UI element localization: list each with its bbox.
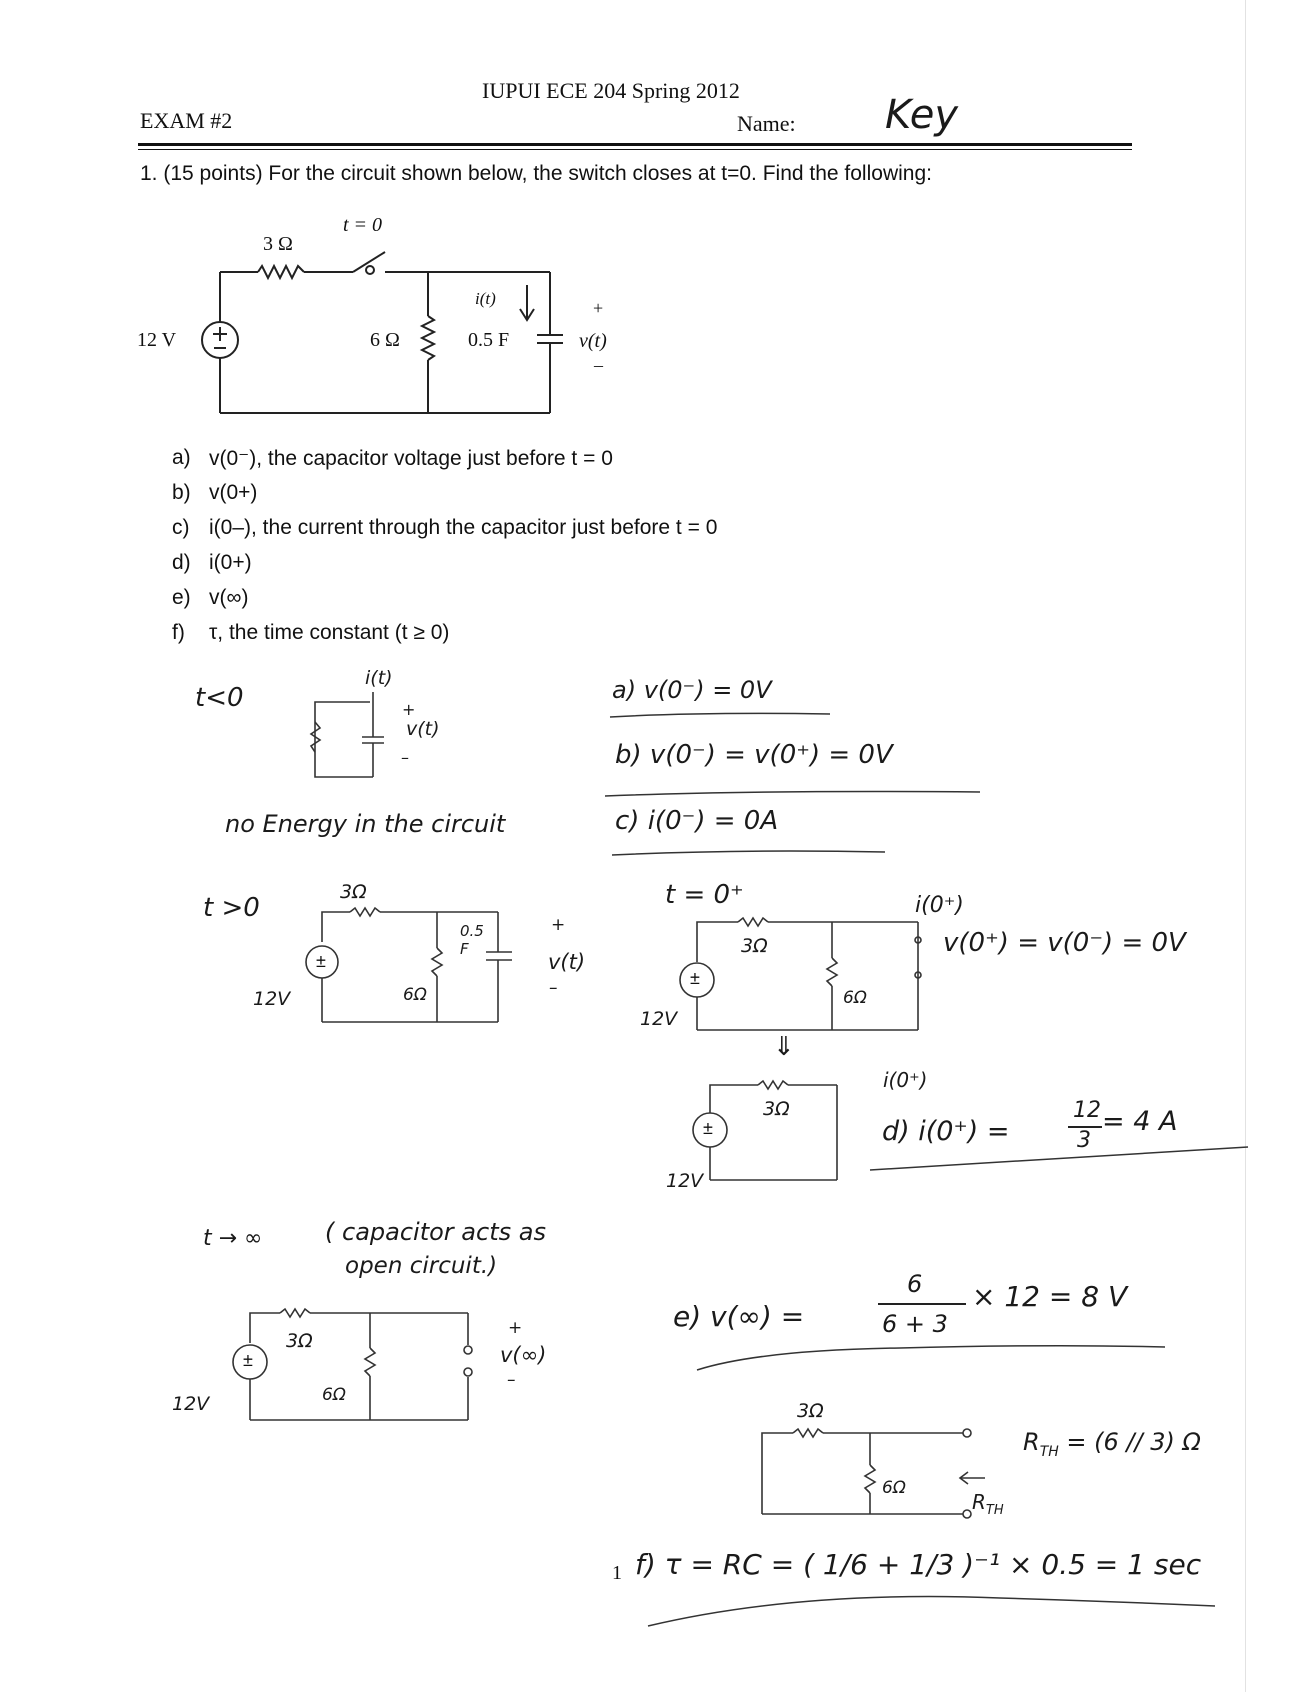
inf-src-sign: ±	[243, 1350, 253, 1370]
current-label: i(t)	[475, 289, 496, 308]
inf-r2: 6Ω	[322, 1385, 346, 1405]
t-pos-cap: 0.5 F	[460, 922, 484, 958]
cap-voltage-label: v(t)	[579, 330, 607, 352]
r2-label: 6 Ω	[370, 329, 400, 351]
t-zero-title: t = 0⁺	[665, 880, 744, 910]
t-pos-plus: +	[551, 915, 566, 935]
d-source: 12V	[666, 1170, 704, 1192]
cap-plus: +	[593, 298, 604, 318]
question-text: 1. (15 points) For the circuit shown below, the switch closes at t=0. Find the following:	[140, 162, 932, 185]
rth-equation	[1023, 1428, 1201, 1460]
exam-label: EXAM #2	[140, 108, 233, 133]
answer-b: b) v(0⁻) = v(0⁺) = 0V	[615, 740, 893, 770]
part-e-letter: e)	[172, 586, 191, 609]
t-neg-minus: –	[401, 748, 409, 767]
course-title: IUPUI ECE 204 Spring 2012	[482, 78, 740, 103]
answer-d-den: 3	[1077, 1128, 1091, 1153]
name-value: Key	[885, 92, 959, 138]
inf-voltage: v(∞)	[500, 1343, 547, 1367]
cap-label: 0.5 F	[468, 329, 510, 351]
part-e-text: v(∞)	[209, 586, 249, 609]
inf-minus: –	[507, 1370, 516, 1390]
t-pos-src-sign: ±	[316, 951, 326, 971]
t-pos-r2: 6Ω	[403, 985, 427, 1005]
down-arrow: ⇓	[773, 1032, 795, 1062]
no-energy-note: no Energy in the circuit	[225, 810, 506, 838]
t-pos-voltage: v(t)	[548, 950, 586, 974]
switch-label: t = 0	[343, 214, 383, 236]
t-zero-equation: v(0⁺) = v(0⁻) = 0V	[943, 928, 1186, 958]
sketch-t-inf	[233, 1309, 472, 1420]
t-neg-plus: +	[402, 700, 416, 719]
part-c-letter: c)	[172, 516, 190, 539]
inf-plus: +	[508, 1318, 523, 1338]
rth-arrow-label-r: R	[972, 1490, 986, 1514]
inf-note-line1: ( capacitor acts as	[325, 1218, 546, 1246]
rth-r1: 3Ω	[797, 1400, 824, 1422]
part-a-text: v(0⁻), the capacitor voltage just before t = 0	[209, 447, 613, 470]
rth-eq-r: R	[1023, 1428, 1040, 1456]
rth-r2: 6Ω	[882, 1478, 906, 1498]
d-src-sign: ±	[703, 1118, 713, 1138]
d-current: i(0⁺)	[883, 1068, 928, 1092]
rth-arrow-label-sub: TH	[985, 1503, 1004, 1518]
r1-label: 3 Ω	[263, 233, 293, 255]
rth-eq-sub: TH	[1039, 1443, 1059, 1460]
part-d-text: i(0+)	[209, 551, 252, 574]
part-a-letter: a)	[172, 446, 191, 469]
answer-a: a) v(0⁻) = 0V	[612, 676, 772, 704]
answer-e-result: × 12 = 8 V	[972, 1280, 1128, 1313]
t-neg-label: t<0	[195, 683, 244, 713]
inf-r1: 3Ω	[286, 1330, 313, 1352]
answer-e-bar	[878, 1303, 966, 1305]
rth-arrow-label	[972, 1490, 1004, 1518]
t-pos-minus: –	[549, 978, 558, 998]
cap-minus: –	[594, 355, 603, 375]
voltage-source-symbol	[202, 322, 238, 358]
t-inf-label: t → ∞	[203, 1226, 263, 1251]
answer-e-den: 6 + 3	[882, 1310, 948, 1338]
sketch-rth	[762, 1429, 985, 1518]
t-zero-r1: 3Ω	[741, 935, 768, 957]
t-neg-current: i(t)	[365, 667, 393, 689]
d-r1: 3Ω	[763, 1098, 790, 1120]
part-c-text: i(0–), the current through the capacitor just before t = 0	[209, 516, 718, 539]
answer-f: f) τ = RC = ( 1/6 + 1/3 )⁻¹ × 0.5 = 1 sec	[635, 1548, 1202, 1581]
part-d-letter: d)	[172, 551, 191, 574]
answer-e-lhs: e) v(∞) =	[673, 1300, 805, 1333]
t-zero-r2: 6Ω	[843, 988, 867, 1008]
t-zero-source: 12V	[640, 1008, 678, 1030]
inf-source: 12V	[172, 1393, 210, 1415]
page-number: 1	[612, 1562, 622, 1584]
part-f-letter: f)	[172, 621, 185, 644]
t-zero-src-sign: ±	[690, 968, 700, 988]
rth-eq-value: = (6 // 3) Ω	[1066, 1428, 1201, 1456]
answer-c: c) i(0⁻) = 0A	[615, 806, 779, 836]
source-label: 12 V	[137, 329, 177, 351]
part-b-text: v(0+)	[209, 481, 258, 504]
t-neg-voltage: v(t)	[406, 718, 440, 740]
inf-note-line2: open circuit.)	[345, 1253, 498, 1279]
answer-d-result: = 4 A	[1102, 1106, 1178, 1137]
name-label: Name:	[737, 111, 796, 136]
answer-d-num: 12	[1073, 1098, 1101, 1123]
t-pos-source: 12V	[253, 988, 291, 1010]
answer-d-lhs: d) i(0⁺) =	[882, 1116, 1010, 1147]
sketch-t-neg	[311, 692, 384, 777]
part-f-text: τ, the time constant (t ≥ 0)	[209, 621, 450, 644]
t-zero-current: i(0⁺)	[915, 893, 964, 918]
sketch-t-zero	[680, 918, 921, 1030]
part-b-letter: b)	[172, 481, 191, 504]
answer-e-num: 6	[907, 1270, 923, 1298]
t-pos-r1: 3Ω	[340, 881, 367, 903]
sketch-d	[693, 1081, 837, 1180]
t-pos-label: t >0	[203, 893, 260, 923]
